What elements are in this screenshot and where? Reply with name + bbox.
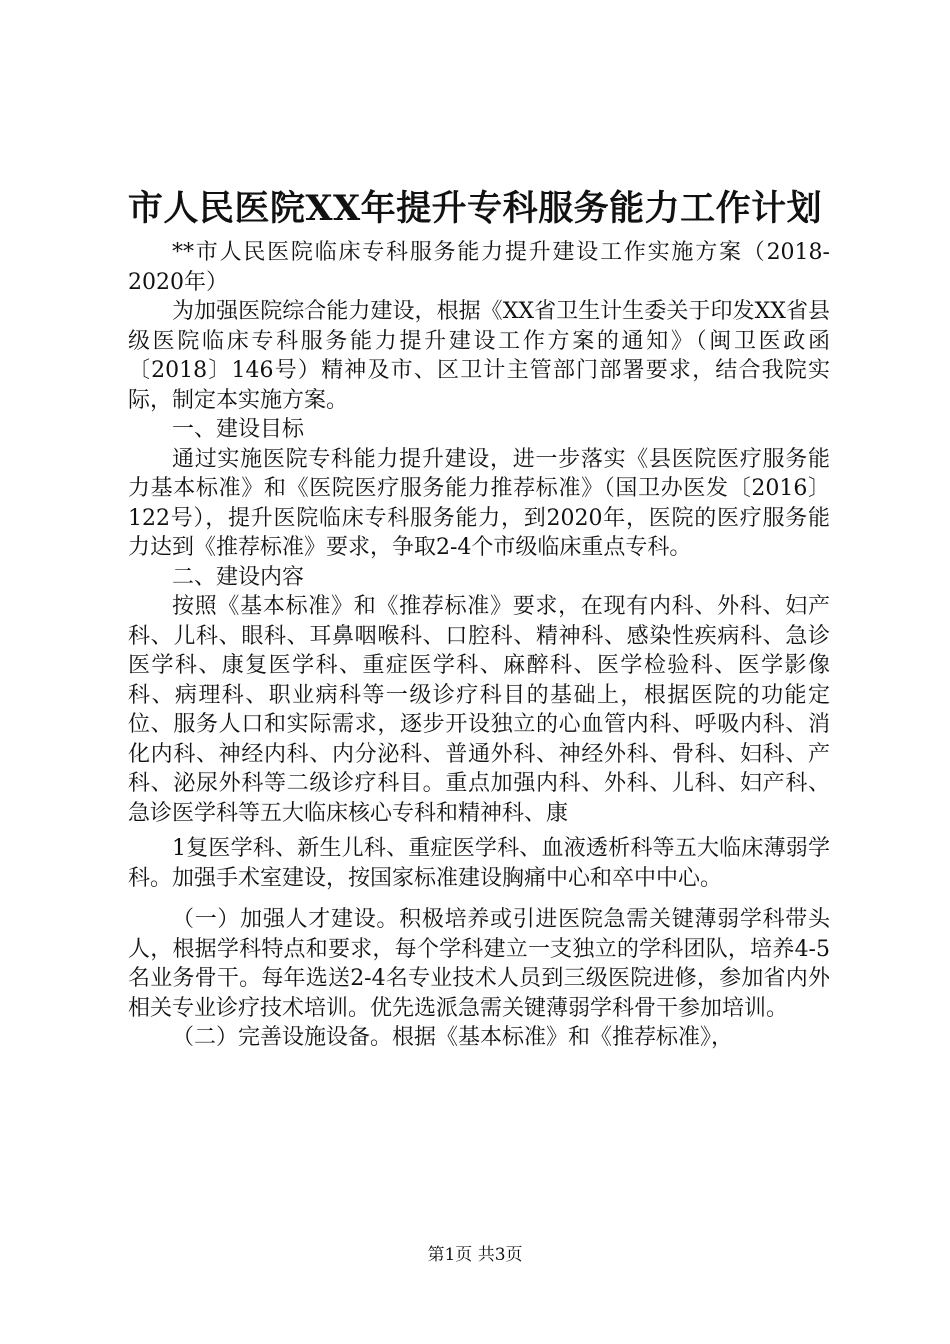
- paragraph-goals: 通过实施医院专科能力提升建设，进一步落实《县医院医疗服务能力基本标准》和《医院医疗服务能力推荐标准》（国卫办医发〔2016〕122号），提升医院临床专科服务能力，到2020年，医院的医疗服务能力达到《推荐标准》要求，争取2-4个市级临床重点专科。: [128, 446, 830, 560]
- document-title: 市人民医院XX年提升专科服务能力工作计划: [127, 188, 823, 229]
- paragraph-content: 按照《基本标准》和《推荐标准》要求，在现有内科、外科、妇产科、儿科、眼科、耳鼻咽喉科、口腔科、精神科、感染性疾病科、急诊医学科、康复医学科、重症医学科、麻醉科、医学检验科、医学影像科、病理科、职业病科等一级诊疗科目的基础上，根据医院的功能定位、服务人口和实际需求，逐步开设独立的心血管内科、呼吸内科、消化内科、神经内科、内分泌科、普通外科、神经外科、骨科、妇科、产科、泌尿外科等二级诊疗科目。重点加强内科、外科、儿科、妇产科、急诊医学科等五大临床核心专科和精神科、康: [128, 594, 830, 826]
- paragraph-facilities: （二）完善设施设备。根据《基本标准》和《推荐标准》，: [172, 1025, 734, 1050]
- document-body: [128, 238, 830, 1053]
- section-heading-content: 二、建设内容: [172, 564, 305, 590]
- paragraph-talent: （一）加强人才建设。积极培养或引进医院急需关键薄弱学科带头人，根据学科特点和要求，每个学科建立一支独立的学科团队，培养4-5名业务骨干。每年选送2-4名专业技术人员到三级医院进修，参加省内外相关专业诊疗技术培训。优先选派急需关键薄弱学科骨干参加培训。: [128, 907, 830, 1021]
- paragraph-plan-name: **市人民医院临床专科服务能力提升建设工作实施方案（2018-2020年）: [128, 240, 830, 295]
- section-heading-goals: 一、建设目标: [172, 417, 305, 442]
- page-number-footer: 第1页 共3页: [427, 1245, 523, 1265]
- paragraph-intro: 为加强医院综合能力建设，根据《XX省卫生计生委关于印发XX省县级医院临床专科服务能力提升建设工作方案的通知》（闽卫医政函〔2018〕146号）精神及市、区卫计主管部门部署要求，结合我院实际，制定本实施方案。: [128, 299, 830, 413]
- paragraph-weak-disciplines: 1复医学科、新生儿科、重症医学科、血液透析科等五大临床薄弱学科。加强手术室建设，按国家标准建设胸痛中心和卒中中心。: [128, 836, 830, 891]
